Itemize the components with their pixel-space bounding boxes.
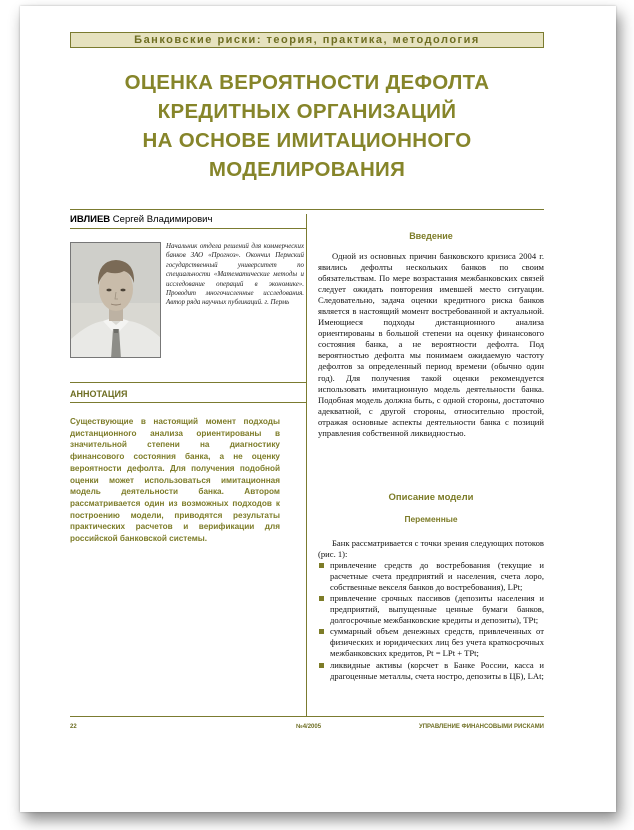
page-number: 22 xyxy=(70,724,77,730)
title-divider xyxy=(70,209,544,210)
abstract-divider xyxy=(70,402,306,403)
abstract-heading: АННОТАЦИЯ xyxy=(70,389,128,399)
intro-text xyxy=(318,251,544,439)
variable-list xyxy=(318,560,544,682)
model-lead: Банк рассматривается с точки зрения следующих потоков (рис. 1): xyxy=(318,538,544,560)
title-line: МОДЕЛИРОВАНИЯ xyxy=(208,158,406,181)
bullet-square-icon xyxy=(319,563,324,568)
footer-divider xyxy=(70,716,544,717)
portrait-image xyxy=(71,243,161,358)
bullet-square-icon xyxy=(319,629,324,634)
journal-name: УПРАВЛЕНИЕ ФИНАНСОВЫМИ РИСКАМИ xyxy=(419,724,544,730)
author-surname: ИВЛИЕВ xyxy=(70,214,111,225)
intro-heading: Введение xyxy=(409,231,453,241)
author-divider xyxy=(70,228,306,229)
author-name xyxy=(70,214,212,225)
model-subheading: Переменные xyxy=(404,514,458,524)
column-divider xyxy=(306,214,307,717)
issue-number: №4/2005 xyxy=(296,724,322,730)
abstract-text: Существующие в настоящий момент подходы дистанционного анализа ориентированы в значительной степени на диагностику финансового состояния банка, а не оценку вероятности дефолта. Для получения подобной оценки может использоваться имитационная модель деятельности банка. Автором рассматривается один из возможных подходов к построению модели, приводятся результаты практических расчетов и верификации для российской банковской системы. xyxy=(70,417,280,544)
article-title xyxy=(70,68,544,184)
title-line: НА ОСНОВЕ ИМИТАЦИОННОГО xyxy=(142,129,472,152)
model-heading: Описание модели xyxy=(388,492,474,503)
list-item: привлечение срочных пассивов (депозиты населения и предприятий, выпущенные ценные бумаги банков, долгосрочные межбанковские кредиты и депозиты), TPt; xyxy=(318,593,544,626)
title-line: КРЕДИТНЫХ ОРГАНИЗАЦИЙ xyxy=(157,100,457,123)
title-line: ОЦЕНКА ВЕРОЯТНОСТИ ДЕФОЛТА xyxy=(124,71,490,94)
bullet-square-icon xyxy=(319,596,324,601)
list-item: привлечение средств до востребования (текущие и расчетные счета предприятий и населения, счета лоро, собственные векселя банков до востребования), LPt; xyxy=(318,560,544,593)
intro-paragraph: Одной из основных причин банковского кризиса 2004 г. явились дефолты нескольких банков по своим обязательствам. По мере возрастания межбанковских связей следует ожидать повторения имевшей место ситуации. Следовательно, задача оценки кредитного риска банков является в настоящий момент востребованной и актуальной. Имеющиеся подходы дистанционного анализа ориентированы в большой степени на оценку финансового состояния банка, а не вероятности дефолта. Под вероятностью дефолта мы понимаем ожидаемую частоту дефолтов за определенный период времени (обычно один год). Для получения такой оценки рекомендуется использовать имитационную модель деятельности банка. Подобная модель должна быть, с одной стороны, достаточно адекватной, с другой стороны, относительно простой, отражая основные аспекты деятельности банка с позиций управления собственной ликвидностью. xyxy=(318,251,544,438)
list-item: суммарный объем денежных средств, привлеченных от физических и юридических лиц без учета краткосрочных межбанковских кредитов, Pt = LPt + TPt; xyxy=(318,626,544,659)
bullet-square-icon xyxy=(319,663,324,668)
running-head: Банковские риски: теория, практика, методология xyxy=(70,32,544,48)
author-bio: Начальник отдела решений для коммерческих банков ЗАО «Прогноз». Окончил Пермский государственный университет по специальности «Математические методы и исследование операций в экономике». Проводит многочисленные исследования. Автор ряда научных публикаций. г. Пермь xyxy=(166,243,304,307)
author-photo xyxy=(70,242,161,358)
abstract-divider-top xyxy=(70,382,306,383)
author-given-name: Сергей Владимирович xyxy=(112,214,213,225)
model-text xyxy=(318,538,544,682)
list-item: ликвидные активы (корсчет в Банке России, касса и драгоценные металлы, счета ностро, депозиты в ЦБ), LAt; xyxy=(318,660,544,682)
